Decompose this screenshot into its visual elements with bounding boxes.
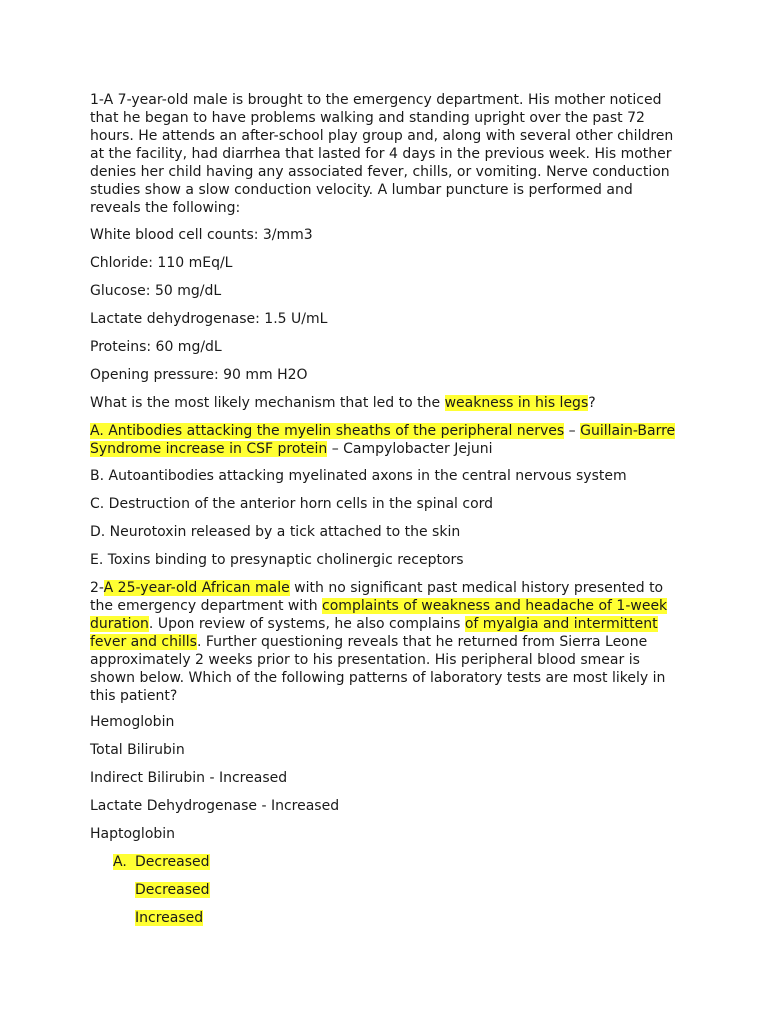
q1-answer-a-organism: – Campylobacter Jejuni <box>327 441 493 457</box>
q1-option-b: B. Autoantibodies attacking myelinated axons in the central nervous system <box>90 468 627 484</box>
q1-lab-opening-pressure: Opening pressure: 90 mm H2O <box>90 367 308 383</box>
q1-lab-ldh: Lactate dehydrogenase: 1.5 U/mL <box>90 311 328 327</box>
q1-lab-chloride: Chloride: 110 mEq/L <box>90 255 233 271</box>
q1-line-6: studies show a slow conduction velocity. A lumbar puncture is performed and <box>90 182 633 198</box>
q1-question-end: ? <box>588 395 596 411</box>
q2-lab-hemoglobin: Hemoglobin <box>90 714 175 730</box>
q1-option-e: E. Toxins binding to presynaptic cholinergic receptors <box>90 552 464 568</box>
q2-answer-a-value-3: Increased <box>135 910 204 926</box>
q2-highlight-complaints: complaints of weakness and headache of 1-week <box>322 598 668 614</box>
q1-option-d: D. Neurotoxin released by a tick attached to the skin <box>90 524 461 540</box>
q1-lab-glucose: Glucose: 50 mg/dL <box>90 283 222 299</box>
q1-answer-a-dash: – <box>564 423 581 439</box>
q2-highlight-duration: duration <box>90 616 149 632</box>
q2-answer-a-value-2: Decreased <box>135 882 210 898</box>
q2-line-2 <box>90 598 680 616</box>
q2-line-4-text: . Further questioning reveals that he returned from Sierra Leone <box>196 634 648 650</box>
q2-line-4 <box>90 634 680 652</box>
q1-answer-a-line-2 <box>90 441 680 459</box>
q2-highlight-patient: A 25-year-old African male <box>103 580 290 596</box>
q2-lab-indirect-bilirubin: Indirect Bilirubin - Increased <box>90 770 288 786</box>
q1-option-c: C. Destruction of the anterior horn cells in the spinal cord <box>90 496 494 512</box>
q2-answer-a-label: A. <box>113 854 127 870</box>
q1-question-text: What is the most likely mechanism that led to the <box>90 395 445 411</box>
q1-answer-a-highlight: A. Antibodies attacking the myelin sheaths of the peripheral nerves <box>90 423 565 439</box>
q1-line-7: reveals the following: <box>90 200 241 216</box>
q1-answer-a-diagnosis-cont: Syndrome increase in CSF protein <box>90 441 328 457</box>
q2-line-1 <box>90 580 680 598</box>
q2-line-6: shown below. Which of the following patterns of laboratory tests are most likely in <box>90 670 666 686</box>
q1-question-highlight: weakness in his legs <box>444 395 589 411</box>
q2-number: 2- <box>90 580 104 596</box>
q1-line-3: hours. He attends an after-school play group and, along with several other children <box>90 128 674 144</box>
q1-lab-wbc: White blood cell counts: 3/mm3 <box>90 227 313 243</box>
q2-answer-a-value-1: Decreased <box>135 854 210 870</box>
q1-line-2: that he began to have problems walking and standing upright over the past 72 <box>90 110 645 126</box>
q1-question <box>90 395 680 413</box>
q2-line-1-rest: with no significant past medical history presented to <box>289 580 664 596</box>
q2-lab-ldh: Lactate Dehydrogenase - Increased <box>90 798 340 814</box>
q2-answer-a-line-2 <box>135 882 725 900</box>
q2-lab-total-bilirubin: Total Bilirubin <box>90 742 185 758</box>
q2-line-2-text: the emergency department with <box>90 598 323 614</box>
q1-lab-proteins: Proteins: 60 mg/dL <box>90 339 222 355</box>
q1-line-1: 1-A 7-year-old male is brought to the emergency department. His mother noticed <box>90 92 662 108</box>
q1-answer-a-diagnosis: Guillain-Barre <box>580 423 676 439</box>
q1-line-5: denies her child having any associated fever, chills, or vomiting. Nerve conduction <box>90 164 670 180</box>
q2-line-5: approximately 2 weeks prior to his presentation. His peripheral blood smear is <box>90 652 640 668</box>
q2-line-3 <box>90 616 680 634</box>
q2-line-3-text: . Upon review of systems, he also complains <box>148 616 465 632</box>
q2-line-7: this patient? <box>90 688 178 704</box>
q2-lab-haptoglobin: Haptoglobin <box>90 826 176 842</box>
q1-answer-a-line-1 <box>90 423 680 441</box>
q1-line-4: at the facility, had diarrhea that lasted for 4 days in the previous week. His mother <box>90 146 672 162</box>
q2-answer-a-line-1 <box>113 854 703 872</box>
q2-highlight-fever: fever and chills <box>90 634 197 650</box>
q2-highlight-myalgia: of myalgia and intermittent <box>464 616 658 632</box>
q2-answer-a-line-3 <box>135 910 725 928</box>
